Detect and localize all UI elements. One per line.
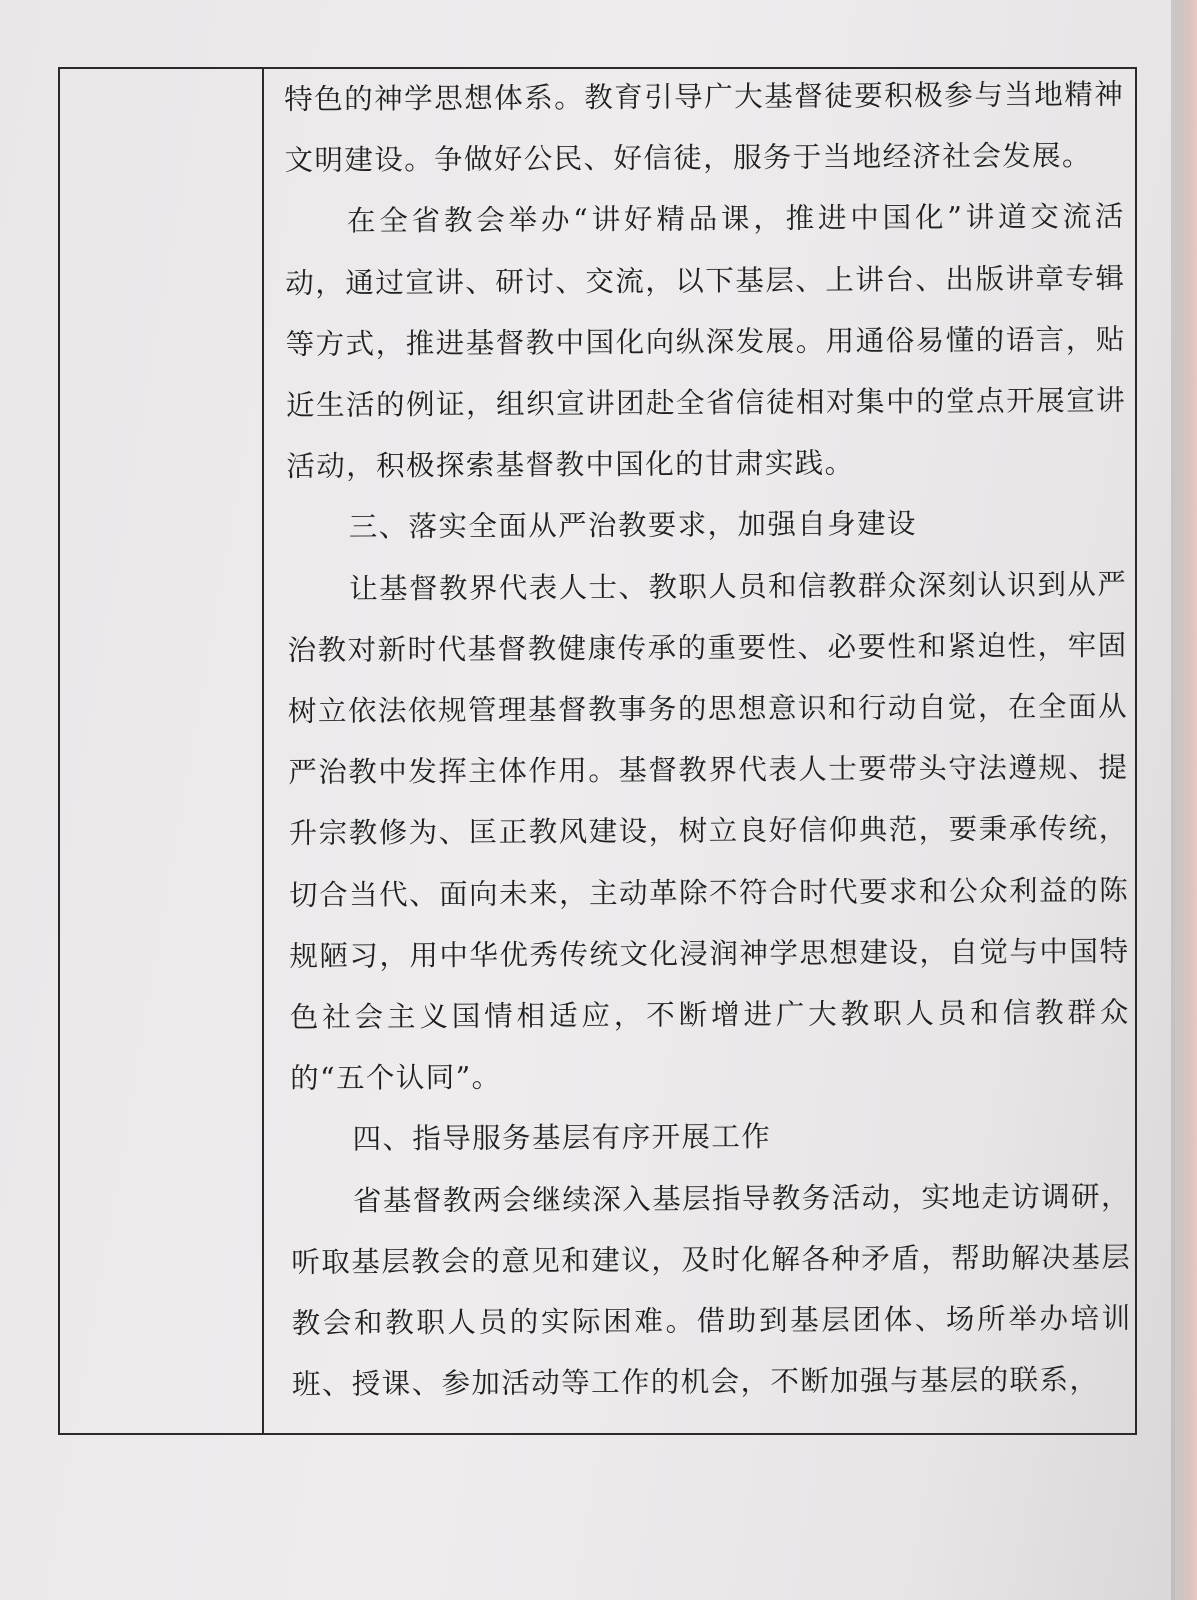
paragraph-strict-governance: 让基督教界代表人士、教职人员和信教群众深刻认识到从严治教对新时代基督教健康传承的重要性、必要性和紧迫性，牢固树立依法依规管理基督教事务的思想意识和行动自觉，在全面从严治教中发挥主体作用。基督教界代表人士要带头守法遵规、提升宗教修为、匡正教风建设，树立良好信仰典范，要秉承传统，切合当代、面向未来，主动革除不符合时代要求和公众利益的陈规陋习，用中华优秀传统文化浸润神学思想建设，自觉与中国特色社会主义国情相适应，不断增进广大教职人员和信教群众的“五个认同”。 <box>287 567 1130 1096</box>
page-edge <box>1175 0 1197 1600</box>
document-text <box>284 69 1132 1415</box>
section-heading-3: 三、落实全面从严治教要求，加强自身建设 <box>348 507 918 545</box>
paragraph-grassroots-guidance: 省基督教两会继续深入基层指导教务活动，实地走访调研，听取基层教会的意见和建议，及时化解各种矛盾，帮助解决基层教会和教职人员的实际困难。借助到基层团体、场所举办培训班、授课、参加活动等工作的机会，不断加强与基层的联系， <box>291 1179 1132 1402</box>
form-label-cell <box>60 69 264 1433</box>
paragraph-continuation: 特色的神学思想体系。教育引导广大基督徒要积极参与当地精神文明建设。争做好公民、好信徒，服务于当地经济社会发展。 <box>284 77 1125 178</box>
paragraph-preaching-activity: 在全省教会举办“讲好精品课，推进中国化”讲道交流活动，通过宣讲、研讨、交流，以下基层、上讲台、出版讲章专辑等方式，推进基督教中国化向纵深发展。用通俗易懂的语言，贴近生活的例证，组织宣讲团赴全省信徒相对集中的堂点开展宣讲活动，积极探索基督教中国化的甘肃实践。 <box>285 200 1127 484</box>
form-content-cell <box>264 69 1135 1433</box>
section-heading-4: 四、指导服务基层有序开展工作 <box>352 1120 772 1157</box>
form-table <box>58 67 1137 1435</box>
